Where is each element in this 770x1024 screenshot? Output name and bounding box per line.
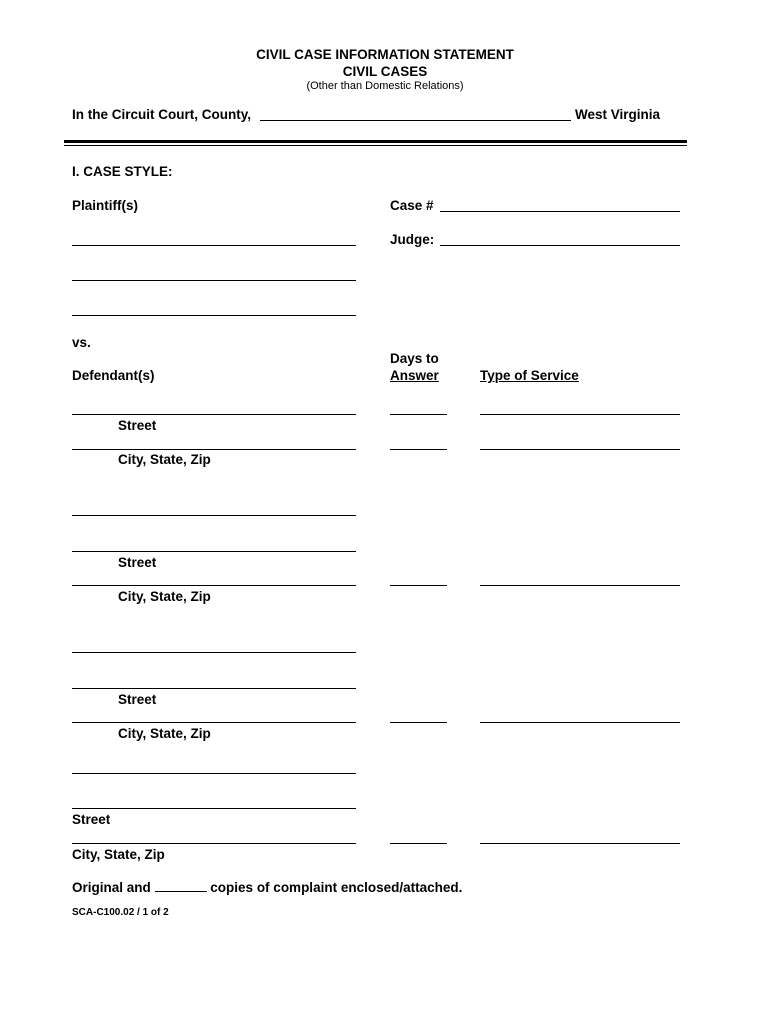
defendant-3-street-field[interactable] [72,722,356,723]
defendant-1-service-field[interactable] [480,414,680,415]
defendant-4-name-field[interactable] [72,808,356,809]
copies-statement [72,879,462,895]
defendant-2-city-label: City, State, Zip [118,589,211,604]
vs-label: vs. [72,335,91,350]
defendant-1-street-field[interactable] [72,449,356,450]
defendant-1-days-field[interactable] [390,414,447,415]
defendant-4-street-field[interactable] [72,843,356,844]
judge-field[interactable] [440,245,680,246]
defendant-3-street-label: Street [118,692,157,707]
defendant-4-street-label: Street [72,812,111,827]
form-title: CIVIL CASE INFORMATION STATEMENT [256,47,514,62]
judge-label: Judge: [390,232,435,247]
case-number-label: Case # [390,198,434,213]
plaintiffs-label: Plaintiff(s) [72,198,138,213]
section-title: I. CASE STYLE: [72,164,173,179]
defendant-1-city-label: City, State, Zip [118,452,211,467]
plaintiff-line-3[interactable] [72,315,356,316]
form-subtitle: CIVIL CASES [342,64,428,79]
plaintiff-line-1[interactable] [72,245,356,246]
defendant-3-days-field[interactable] [390,722,447,723]
defendants-label: Defendant(s) [72,368,155,383]
section-divider-thin [64,145,687,146]
court-line-suffix: West Virginia [575,107,661,122]
plaintiff-line-2[interactable] [72,280,356,281]
defendant-2-street-label: Street [118,555,157,570]
defendant-1-name-field[interactable] [72,414,356,415]
court-line-prefix: In the Circuit Court, County, [72,107,251,122]
type-of-service-label: Type of Service [480,368,579,383]
defendant-4-service-field[interactable] [480,843,680,844]
defendant-2-name-field[interactable] [72,551,356,552]
form-id: SCA-C100.02 / 1 of 2 [72,907,169,918]
case-number-field[interactable] [440,211,680,212]
defendant-4-city-label: City, State, Zip [72,847,165,862]
defendant-3-name-field[interactable] [72,688,356,689]
form-subtitle-note: (Other than Domestic Relations) [306,80,464,92]
answer-label: Answer [390,368,439,383]
defendant-3-service-field[interactable] [480,722,680,723]
defendant-2-service-field[interactable] [480,585,680,586]
days-to-label: Days to [390,351,439,366]
county-field[interactable] [260,120,571,121]
defendant-3-city-field[interactable] [72,652,356,653]
copies-suffix: copies of complaint enclosed/attached. [210,880,463,895]
defendant-1-street-label: Street [118,418,157,433]
section-divider-thick [64,140,687,143]
defendant-2-city-field[interactable] [72,515,356,516]
defendant-4-days-field[interactable] [390,843,447,844]
defendant-2-days-field[interactable] [390,585,447,586]
defendant-3-city-label: City, State, Zip [118,726,211,741]
defendant-4-city-field[interactable] [72,773,356,774]
defendant-2-street-field[interactable] [72,585,356,586]
copies-count-field[interactable] [155,879,207,892]
defendant-1-days-field-2[interactable] [390,449,447,450]
defendant-1-service-field-2[interactable] [480,449,680,450]
copies-prefix: Original and [72,880,151,895]
